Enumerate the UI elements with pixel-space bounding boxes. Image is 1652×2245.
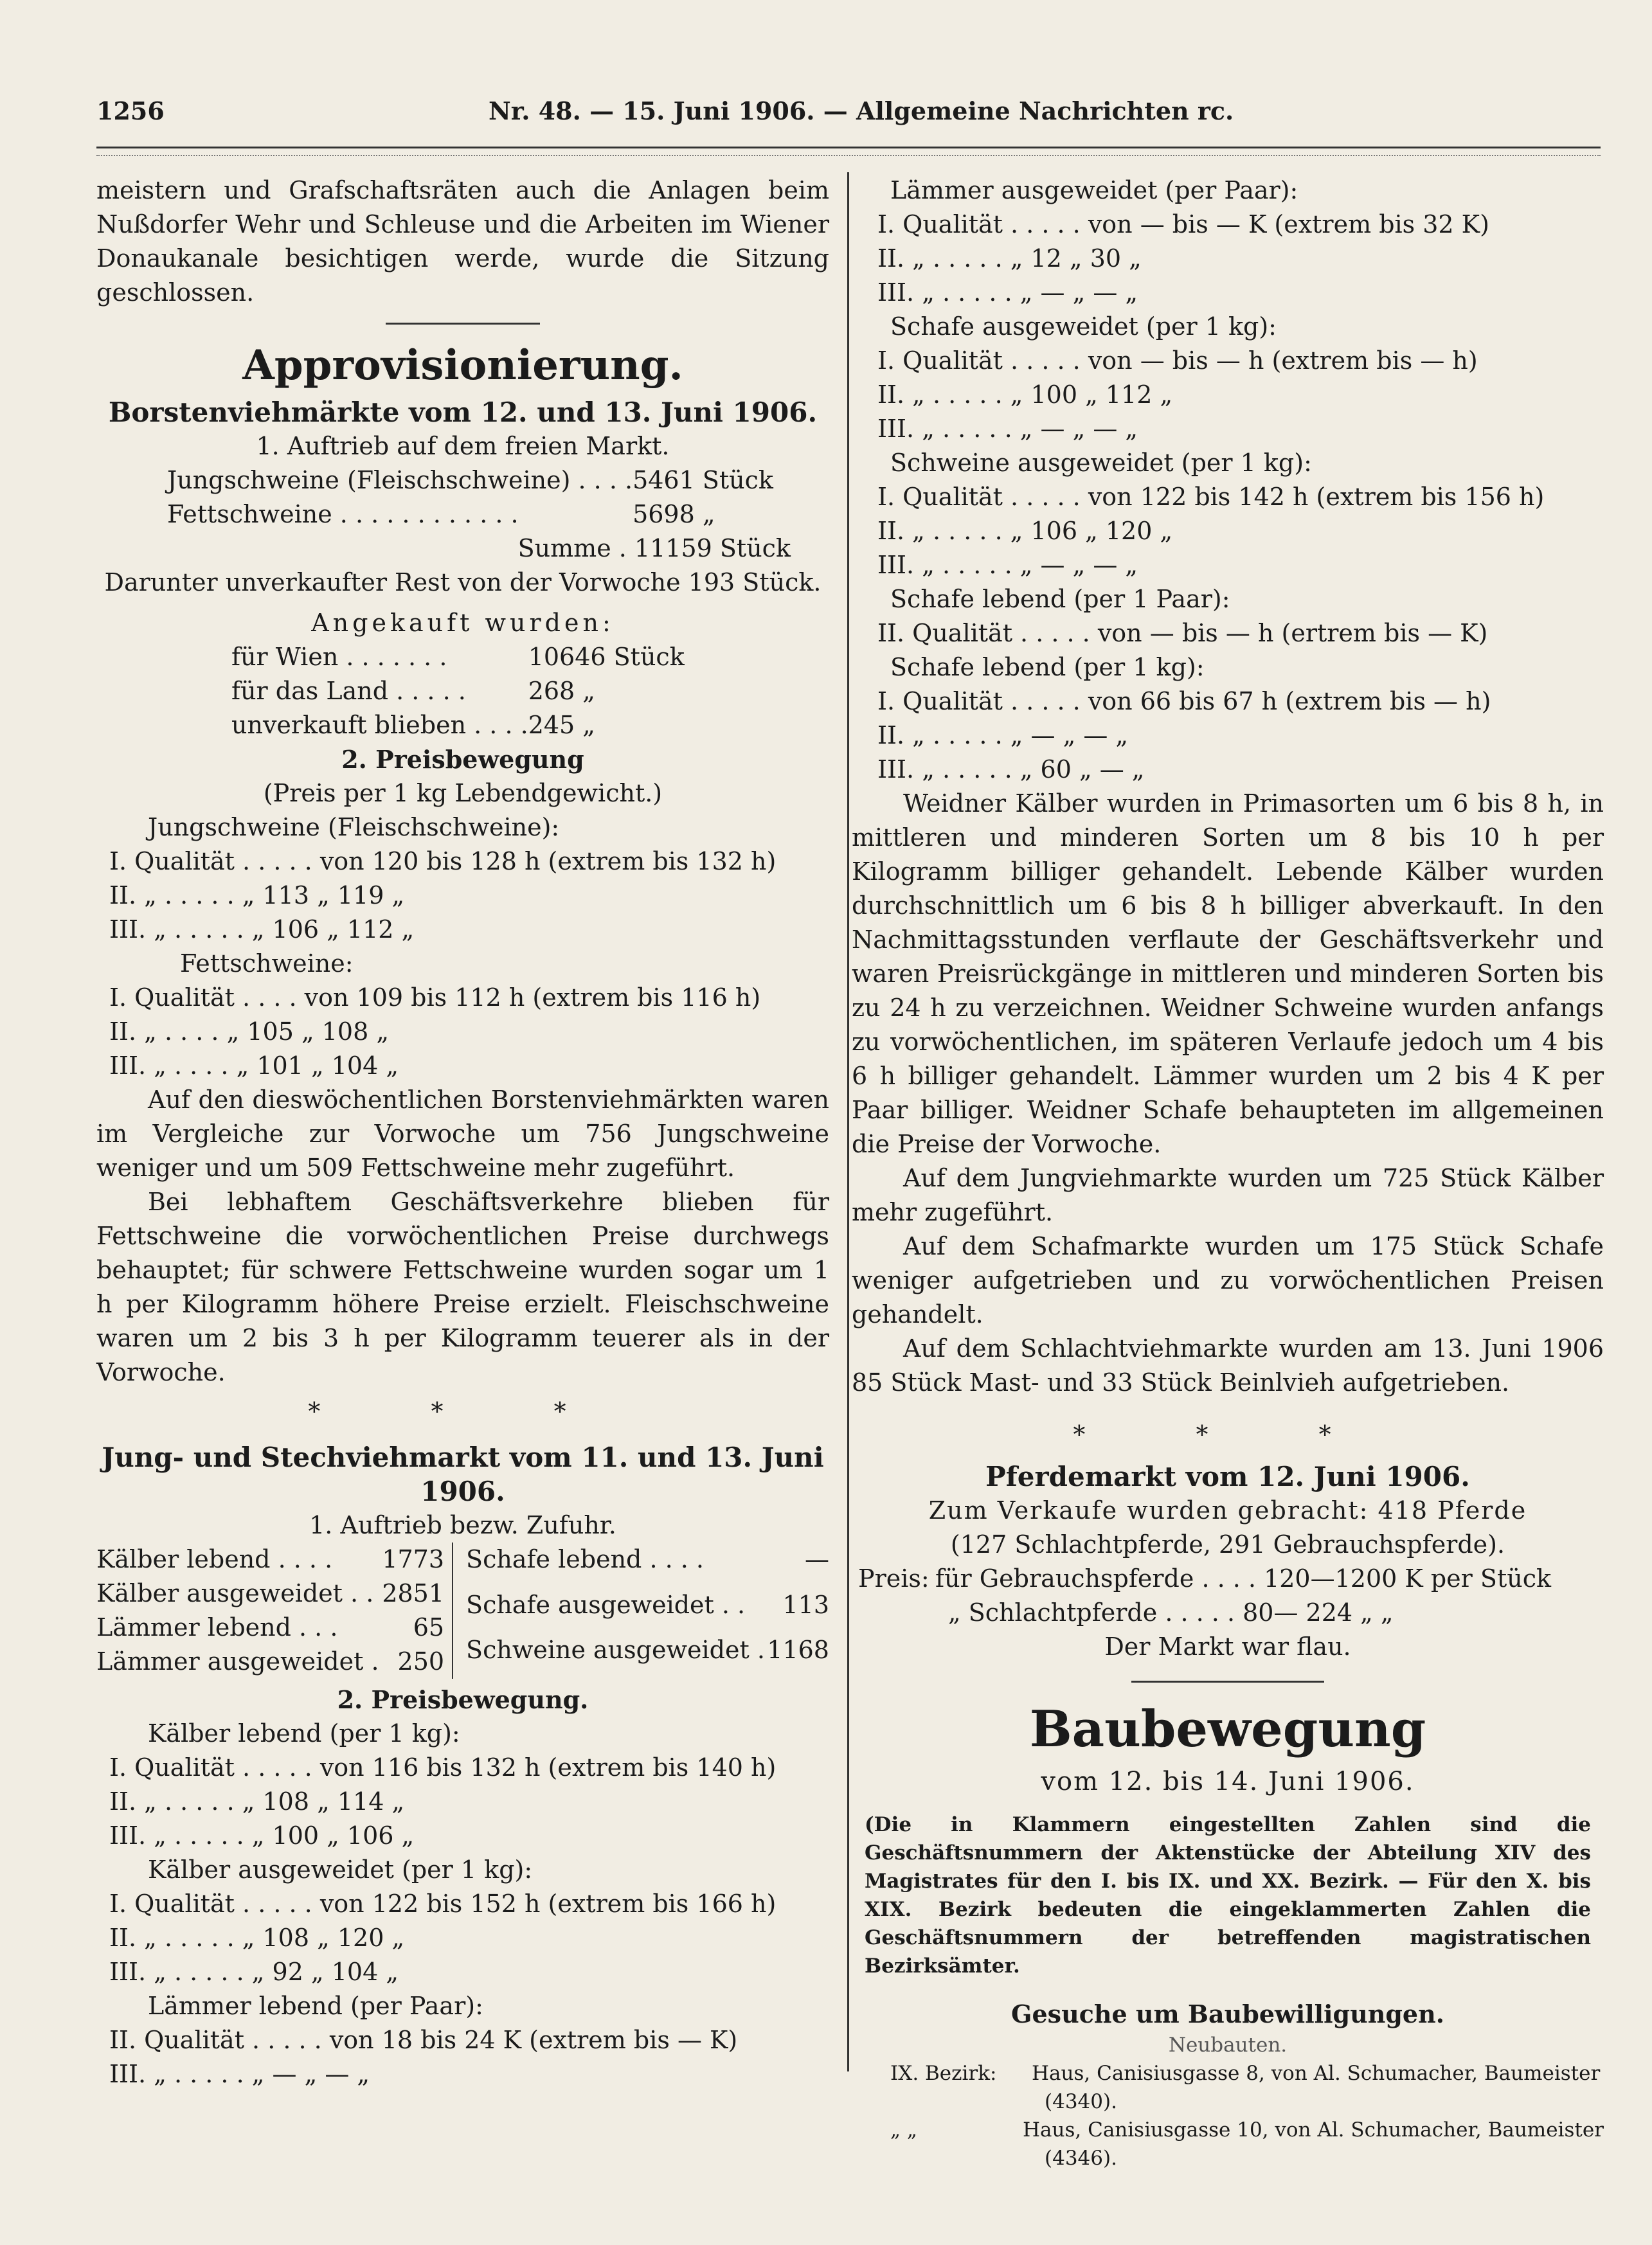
price-row: I. Qualität . . . . . von 66 bis 67 h (extrem bis — h) — [877, 687, 1491, 715]
row-label: Jungschweine (Fleischschweine) . . . . — [167, 466, 633, 494]
group-title: Kälber lebend (per 1 kg): — [148, 1719, 460, 1748]
price-row: II. Qualität . . . . . von — bis — h (ertrem bis — K) — [877, 619, 1488, 647]
price-row: II. „ . . . . . „ 100 „ 112 „ — [877, 380, 1173, 409]
preisbewegung-sub: (Preis per 1 kg Lebendgewicht.) — [263, 779, 663, 807]
group-title: Schafe lebend (per 1 Paar): — [890, 585, 1230, 613]
bau-entry-text: Haus, Canisiusgasse 8, von Al. Schumacher, Baumeister — [1032, 2062, 1601, 2085]
group-title: Lämmer ausgeweidet (per Paar): — [890, 176, 1298, 204]
table-row — [231, 674, 685, 708]
group-title: Jungschweine (Fleischschweine): — [148, 813, 560, 841]
price-row: II. „ . . . . . „ 12 „ 30 „ — [877, 244, 1142, 273]
gesuche-title: Gesuche um Baubewilligungen. — [1011, 1999, 1444, 2028]
row-value: 1773 — [382, 1545, 445, 1573]
bau-subtitle: vom 12. bis 14. Juni 1906. — [1041, 1767, 1415, 1796]
bau-entry-number: (4340). — [1045, 2090, 1117, 2113]
group-title: Kälber ausgeweidet (per 1 kg): — [148, 1856, 533, 1884]
row-label: Kälber lebend . . . . — [96, 1545, 333, 1573]
group-title: Schafe ausgeweidet (per 1 kg): — [890, 312, 1277, 341]
running-title: Nr. 48. — 15. Juni 1906. — Allgemeine Nachrichten rc. — [489, 96, 1234, 125]
column-divider — [847, 172, 849, 2071]
row-value: 268 „ — [528, 677, 595, 705]
bau-entry — [852, 2116, 1604, 2144]
table-row — [231, 708, 685, 742]
price-row: I. Qualität . . . . . von 120 bis 128 h (extrem bis 132 h) — [109, 847, 777, 875]
bezirk-label: IX. Bezirk: — [890, 2062, 997, 2085]
bau-entry — [852, 2059, 1604, 2088]
price-row: I. Qualität . . . . . von 116 bis 132 h (extrem bis 140 h) — [109, 1753, 777, 1782]
bau-note: (Die in Klammern eingestellten Zahlen sind die Geschäftsnummern der Aktenstücke der Abteilung XIV des Magistrates für den I. bis IX. und XX. Bezirk. — Für den X. bis XIX. Bezirk bedeuten die eingeklammerten Zahlen die Geschäftsnummern der betreffenden magistratischen Bezirksämter. — [865, 1813, 1591, 1978]
paragraph: Bei lebhaftem Geschäftsverkehre blieben für Fettschweine die vorwöchentlichen Preise durchwegs behauptet; für schwere Fettschweine wurden sogar um 1 h per Kilogramm höhere Preise erzielt. Fleischschweine waren um 2 bis 3 h per Kilogramm teuerer als in der Vorwoche. — [96, 1188, 829, 1386]
angekauft-table — [231, 640, 685, 742]
row-value: 2851 — [382, 1579, 445, 1607]
paragraph: Auf dem Schafmarkte wurden um 175 Stück Schafe weniger aufgetrieben und zu vorwöchentlichen Preisen gehandelt. — [852, 1232, 1604, 1328]
price-row: II. Qualität . . . . . von 18 bis 24 K (extrem bis — K) — [109, 2026, 738, 2054]
price-row: II. „ . . . . . „ — „ — „ — [877, 721, 1129, 749]
table-row — [167, 497, 773, 532]
subsection-title: 1. Auftrieb auf dem freien Markt. — [256, 432, 670, 460]
table-row — [466, 1633, 829, 1679]
table-row — [96, 1543, 453, 1577]
row-value: 1168 — [767, 1636, 829, 1665]
table-row — [167, 463, 773, 497]
row-label: Schafe ausgeweidet . . — [466, 1590, 746, 1619]
price-row: I. Qualität . . . . . von 122 bis 142 h (extrem bis 156 h) — [877, 483, 1545, 511]
header-rule — [96, 147, 1601, 156]
market-title: Pferdemarkt vom 12. Juni 1906. — [985, 1461, 1470, 1492]
bau-entry-number: (4346). — [1045, 2147, 1117, 2170]
price-row: I. Qualität . . . . . von 122 bis 152 h (extrem bis 166 h) — [109, 1890, 777, 1918]
preisbewegung-title: 2. Preisbewegung. — [337, 1685, 589, 1714]
row-value: 113 — [782, 1590, 829, 1619]
pferde-line: Zum Verkaufe wurden gebracht: 418 Pferde — [928, 1496, 1527, 1525]
row-value: 245 „ — [528, 711, 595, 739]
left-column — [96, 174, 829, 2091]
zufuhr-right — [466, 1543, 829, 1679]
bezirk-label: „ „ — [890, 2118, 917, 2142]
row-value: — — [805, 1545, 829, 1573]
row-label: Schweine ausgeweidet . — [466, 1636, 765, 1665]
section-rule — [386, 323, 540, 325]
paragraph: Auf dem Jungviehmarkte wurden um 725 Stück Kälber mehr zugeführt. — [852, 1164, 1604, 1226]
price-row: III. „ . . . . . „ — „ — „ — [877, 278, 1138, 307]
neubauten-title: Neubauten. — [1168, 2034, 1288, 2057]
paragraph: Auf den dieswöchentlichen Borstenviehmärkten waren im Vergleiche zur Vorwoche um 756 Jungschweine weniger und um 509 Fettschweine mehr zugeführt. — [96, 1086, 829, 1182]
price-row: III. „ . . . . . „ 60 „ — „ — [877, 755, 1145, 783]
price-row: I. Qualität . . . . von 109 bis 112 h (extrem bis 116 h) — [109, 983, 761, 1012]
table-row — [96, 1645, 453, 1679]
row-label: Kälber ausgeweidet . . — [96, 1579, 374, 1607]
pferde-price-row — [852, 1562, 1604, 1596]
table-row — [96, 1611, 453, 1645]
pferde-line: (127 Schlachtpferde, 291 Gebrauchspferde). — [950, 1530, 1505, 1559]
market-title: Borstenviehmärkte vom 12. und 13. Juni 1906. — [108, 397, 818, 428]
row-label: unverkauft blieben . . . . — [231, 711, 528, 739]
pferde-closing: Der Markt war flau. — [1104, 1632, 1351, 1661]
price-row: III. „ . . . . . „ — „ — „ — [877, 551, 1138, 579]
row-label: Lämmer ausgeweidet . — [96, 1647, 379, 1676]
price-row: I. Qualität . . . . . von — bis — h (extrem bis — h) — [877, 346, 1478, 375]
price-row: II. „ . . . . . „ 108 „ 120 „ — [109, 1924, 405, 1952]
page-number: 1256 — [96, 96, 165, 125]
price-row: I. Qualität . . . . . von — bis — K (extrem bis 32 K) — [877, 210, 1489, 238]
section-title: Approvisionierung. — [242, 341, 683, 389]
row-value: 250 — [397, 1647, 445, 1676]
group-title: Fettschweine: — [180, 949, 354, 978]
row-value: 10646 Stück — [528, 643, 685, 671]
price-row: III. „ . . . . . „ — „ — „ — [109, 2060, 370, 2088]
angekauft-title: Angekauft wurden: — [311, 609, 615, 637]
separator-stars: * * * — [308, 1397, 618, 1426]
zufuhr-left — [96, 1543, 453, 1679]
price-row: für Gebrauchspferde . . . . 120—1200 K per Stück — [935, 1564, 1551, 1593]
row-label: Fettschweine . . . . . . . . . . . . — [167, 500, 519, 528]
subsection-title: 1. Auftrieb bezw. Zufuhr. — [309, 1511, 616, 1539]
row-value: 65 — [413, 1613, 445, 1641]
intro-paragraph: meistern und Grafschaftsräten auch die Anlagen beim Nußdorfer Wehr und Schleuse und die Arbeiten im Wiener Donaukanale besichtigen werde, wurde die Sitzung geschlossen. — [96, 176, 829, 307]
group-title: Schafe lebend (per 1 kg): — [890, 653, 1205, 681]
rest-line: Darunter unverkaufter Rest von der Vorwoche 193 Stück. — [104, 568, 822, 596]
section-rule — [1131, 1681, 1324, 1683]
price-row: III. „ . . . . . „ — „ — „ — [877, 415, 1138, 443]
price-row: II. „ . . . . . „ 108 „ 114 „ — [109, 1787, 405, 1816]
row-label: für das Land . . . . . — [231, 677, 466, 705]
paragraph: Weidner Kälber wurden in Primasorten um 6 bis 8 h, in mittleren und minderen Sorten um 8 bis 10 h per Kilogramm billiger gehandelt. Lebende Kälber wurden durchschnittlich um 6 bis 8 h billiger abverkauft. In den Nachmittagsstunden verflaute der Geschäftsverkehr und waren Preisrückgänge in mittleren und minderen Sorten bis zu 24 h zu verzeichnen. Weidner Schweine wurden anfangs zu vorwöchentlichen, im späteren Verlaufe jedoch um 4 bis 6 h billiger gehandelt. Lämmer wurden um 2 bis 4 K per Paar billiger. Weidner Schafe behaupteten im allgemeinen die Preise der Vorwoche. — [852, 789, 1604, 1158]
group-title: Lämmer lebend (per Paar): — [148, 1992, 483, 2020]
price-row: II. „ . . . . . „ 113 „ 119 „ — [109, 881, 405, 909]
price-row: II. „ . . . . . „ 106 „ 120 „ — [877, 517, 1173, 545]
table-row — [466, 1543, 829, 1588]
group-title: Schweine ausgeweidet (per 1 kg): — [890, 449, 1312, 477]
paragraph: Auf dem Schlachtviehmarkte wurden am 13. Juni 1906 85 Stück Mast- und 33 Stück Beinlvieh aufgetrieben. — [852, 1334, 1604, 1397]
row-label: Schafe lebend . . . . — [466, 1545, 705, 1573]
separator-stars: * * * — [1073, 1420, 1383, 1449]
summe: Summe . 11159 Stück — [517, 534, 791, 562]
row-label: für Wien . . . . . . . — [231, 643, 447, 671]
price-row: II. „ . . . . „ 105 „ 108 „ — [109, 1017, 390, 1046]
row-value: 5461 Stück — [633, 466, 773, 494]
preis-label: Preis: — [858, 1564, 929, 1593]
price-row: „ Schlachtpferde . . . . . 80— 224 „ „ — [948, 1598, 1394, 1627]
right-column — [852, 174, 1604, 2172]
price-row: III. „ . . . . . „ 100 „ 106 „ — [109, 1821, 415, 1850]
row-value: 5698 „ — [633, 500, 715, 528]
row-label: Lämmer lebend . . . — [96, 1613, 338, 1641]
table-row — [466, 1588, 829, 1634]
auftrieb-table — [167, 463, 773, 532]
preisbewegung-title: 2. Preisbewegung — [341, 745, 584, 774]
bau-entry-text: Haus, Canisiusgasse 10, von Al. Schumacher, Baumeister — [1023, 2118, 1604, 2142]
zufuhr-table — [96, 1543, 829, 1679]
price-row: III. „ . . . . . „ 92 „ 104 „ — [109, 1958, 399, 1986]
table-row — [231, 640, 685, 674]
price-row: III. „ . . . . . „ 106 „ 112 „ — [109, 915, 415, 944]
price-row: III. „ . . . . „ 101 „ 104 „ — [109, 1051, 399, 1080]
market-title: Jung- und Stechviehmarkt vom 11. und 13. Juni 1906. — [102, 1442, 824, 1507]
table-row — [96, 1577, 453, 1611]
section-title: Baubewegung — [1029, 1700, 1426, 1758]
